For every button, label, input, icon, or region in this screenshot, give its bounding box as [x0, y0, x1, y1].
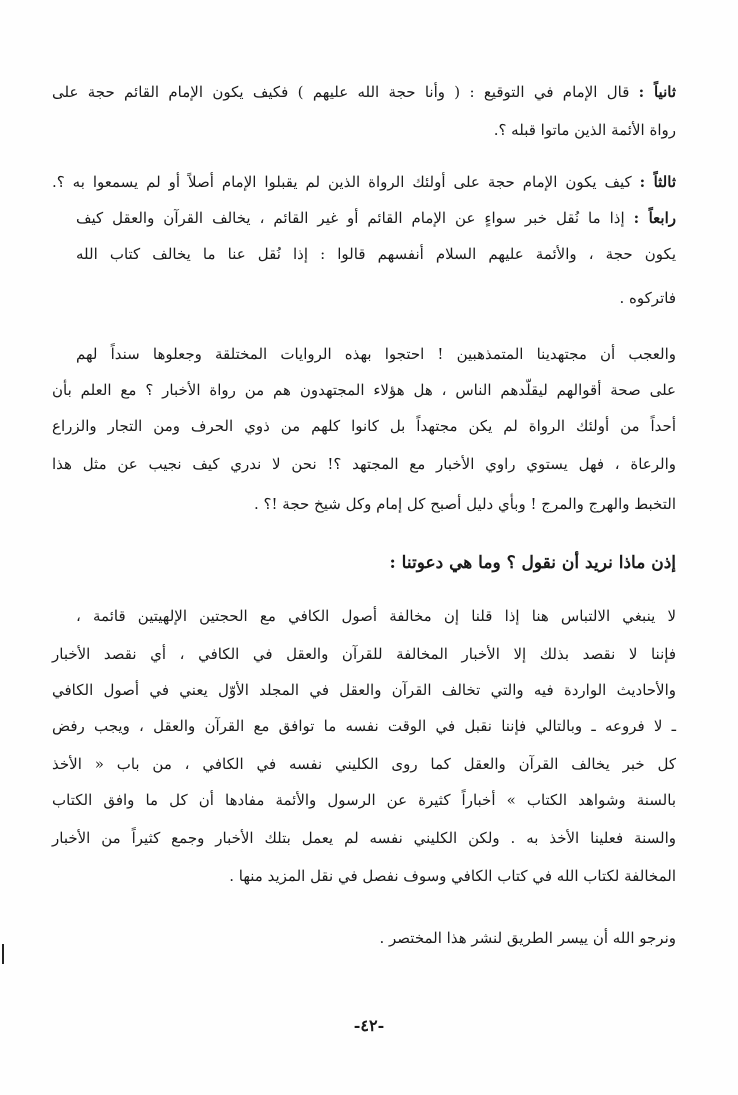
- point-label: ثانياً :: [638, 83, 676, 101]
- line-text: والأحاديث الواردة فيه والتي تخالف القرآن والعقل في المجلد الأوّل يعني في أصول الكافي: [52, 681, 676, 699]
- text-line: [76, 924, 676, 952]
- text-line: [52, 676, 676, 704]
- line-text: إذا ما نُقل خبر سواءٍ عن الإمام القائم أو غير القائم ، يخالف القرآن والعقل كيف: [76, 209, 634, 227]
- line-text: بالسنة وشواهد الكتاب » أخباراً كثيرة عن الرسول والأئمة مفادها أن كل ما وافق الكتاب: [52, 791, 676, 809]
- text-line: [52, 750, 676, 778]
- text-line: [52, 490, 676, 518]
- text-line: [76, 284, 676, 312]
- text-line: [52, 640, 676, 668]
- line-text: قال الإمام في التوقيع : ( وأنا حجة الله عليهم ) فكيف يكون الإمام القائم حجة على: [52, 83, 639, 101]
- text-line: [76, 602, 676, 630]
- line-text: فإننا لا نقصد بذلك إلا الأخبار المخالفة للقرآن والعقل في الكافي ، أي نقصد الأخبار: [52, 645, 676, 663]
- point-label: رابعاً :: [633, 209, 677, 227]
- text-line: [52, 862, 676, 890]
- text-line: [52, 786, 676, 814]
- text-line: [52, 412, 676, 440]
- line-text: كيف يكون الإمام حجة على أولئك الرواة الذين لم يقبلوا الإمام أصلاً أو لم يسمعوا به ؟.: [52, 173, 640, 191]
- line-text: يكون حجة ، والأئمة عليهم السلام أنفسهم قالوا : إذا نُقل عنا ما يخالف كتاب الله: [76, 245, 676, 263]
- line-text: والسنة فعلينا الأخذ به . ولكن الكليني نفسه لم يعمل بتلك الأخبار وجمع كثيراً من الأخبار: [52, 829, 676, 847]
- text-line: [52, 78, 676, 106]
- text-line: [52, 712, 676, 740]
- page-number: -٤٢-: [353, 1016, 385, 1035]
- line-text: أحداً من أولئك الرواة لم يكن مجتهداً بل كانوا كلهم من ذوي الحرف ومن التجار والزراع: [52, 417, 676, 435]
- line-text: على صحة أقوالهم ليقلّدهم الناس ، هل هؤلاء المجتهدون هم من رواة الأخبار ؟ مع العلم بأن: [52, 381, 676, 399]
- line-text: والرعاة ، فهل يستوي راوي الأخبار مع المجتهد ؟! نحن لا ندري كيف نجيب عن مثل هذا: [52, 455, 676, 473]
- section-heading: إذن ماذا نريد أن نقول ؟ وما هي دعوتنا :: [389, 553, 676, 573]
- line-text: التخبط والهرج والمرج ! وبأي دليل أصبح كل إمام وكل شيخ حجة !؟ .: [253, 495, 676, 513]
- text-line: [52, 450, 676, 478]
- line-text: والعجب أن مجتهدينا المتمذهبين ! احتجوا بهذه الروايات المختلقة وجعلوها سنداً لهم: [76, 345, 676, 363]
- text-line: [52, 824, 676, 852]
- line-text: رواة الأئمة الذين ماتوا قبله ؟.: [493, 121, 676, 139]
- line-text: المخالفة لكتاب الله في كتاب الكافي وسوف نفصل في نقل المزيد منها .: [229, 867, 676, 885]
- text-line: [76, 340, 676, 368]
- line-text: كل خبر يخالف القرآن والعقل كما روى الكليني نفسه في الكافي ، من باب « الأخذ: [52, 755, 676, 773]
- line-text: لا ينبغي الالتباس هنا إذا قلنا إن مخالفة أصول الكافي مع الحجتين الإلهيتين قائمة ،: [76, 607, 676, 625]
- line-text: فاتركوه .: [619, 289, 676, 307]
- scan-edge-mark: [2, 944, 4, 964]
- text-line: [52, 168, 676, 196]
- text-line: [52, 376, 676, 404]
- text-line: [76, 204, 676, 232]
- line-text: ـ لا فروعه ـ وبالتالي فإننا نقبل في الوقت نفسه ما توافق مع القرآن والعقل ، ويجب رفض: [52, 717, 676, 735]
- line-text: ونرجو الله أن ييسر الطريق لنشر هذا المختصر .: [379, 929, 676, 947]
- point-label: ثالثاً :: [639, 173, 676, 191]
- text-line: [52, 116, 676, 144]
- text-line: [76, 240, 676, 268]
